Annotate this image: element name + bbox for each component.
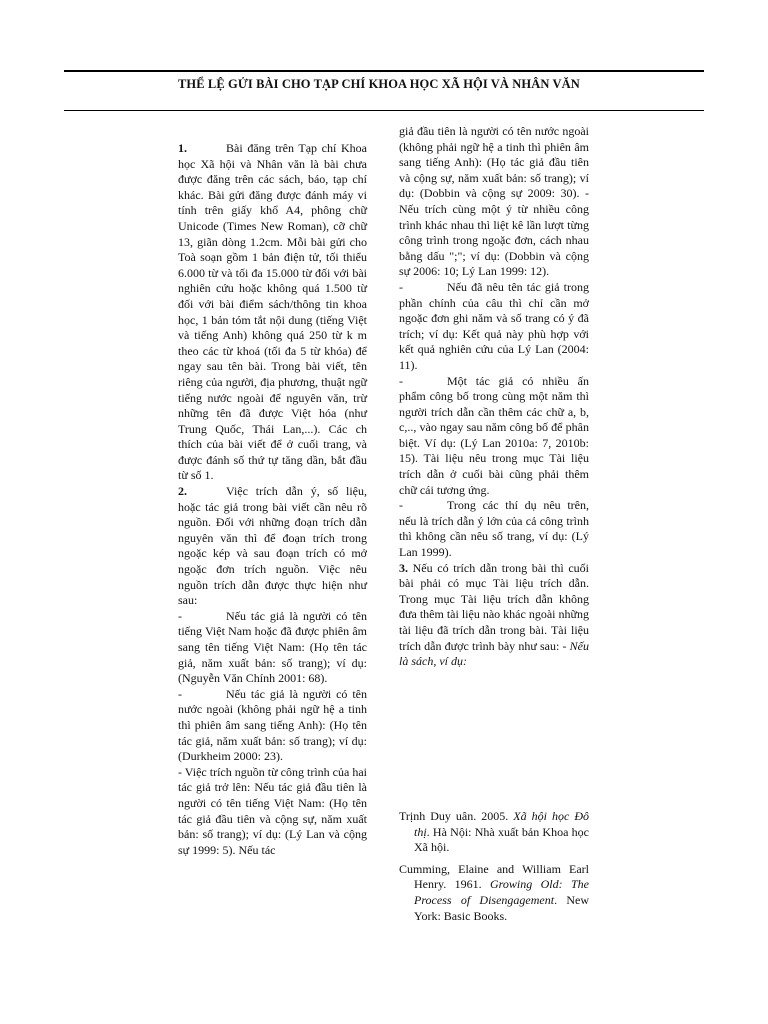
left-column [178,141,367,858]
bullet-item [178,687,367,765]
reference-lead: Trịnh Duy uân. 2005. [399,809,509,823]
paragraph-text: Nếu có trích dẫn trong bài thì cuối bài phải có mục Tài liệu trích dẫn. Trong mục Tài liệu trích dẫn không đưa thêm tài liệu nào khác ngoài những tài liệu đã trích dẫn trong bài. Tài liệu trích dẫn được trình bày như sau: - [399,560,590,653]
paragraph-text: Việc trích dẫn ý, số liệu, hoặc tác giả trong bài viết cần nêu rõ nguồn. Đối với những đoạn trích dẫn nguyên văn thì để đoạn trích trong ngoặc kép và sau đoạn trích có mở ngoặc đơn trích nguồn. Việc nêu nguồn trích dẫn được thực hiện như sau: [178,484,367,608]
bullet-text: Nếu tác giả là người có tên nước ngoài (không phải ngữ hệ a tinh thì phiên âm sang tiếng Anh): (Họ tên tác giả, năm xuất bản: số trang); ví dụ: (Durkheim 2000: 23). [178,686,367,764]
reference-item [399,862,589,924]
bottom-rule [64,110,704,111]
bullet-dash: - [178,608,182,623]
reference-title: Xã hội học Đô thị [414,809,589,839]
paragraph-number: 2. [178,484,187,499]
bullet-text: Nếu tác giả là người có tên tiếng Việt Nam hoặc đã được phiên âm sang tên tiếng Việt Nam: (Họ tên tác giả, năm xuất bản: số trang); ví dụ: (Nguyễn Văn Chính 2001: 68). [178,608,367,686]
bullet-dash: - [399,279,403,294]
reference-item [399,809,589,856]
bullet-text: Nếu đã nêu tên tác giả trong phần chính của câu thì chỉ cần mở ngoặc đơn ghi năm và số trang có ý đã trích; ví dụ: Kết quả này phù hợp với kết quả nghiên cứu của Lý Lan (2004: 11). [399,279,589,372]
paragraph-2 [178,484,367,609]
right-column [399,124,589,670]
bullet-item [399,280,589,374]
bullet-dash: - [399,498,403,513]
paragraph-text: Bài đăng trên Tạp chí Khoa học Xã hội và Nhân văn là bài chưa được đăng trên các sách, báo, tạp chí khác. Bài gửi đăng được đánh máy vi tính trên giấy khổ A4, phông chữ Unicode (Times New Roman), cỡ chữ 13, giãn dòng 1.2cm. Mỗi bài gửi cho Toà soạn gồm 1 bản điện tử, tối thiểu 6.000 từ và tối đa 15.000 từ đối với bài nghiên cứu hoặc không quá 1.500 từ đối với bài điểm sách/thông tin khoa học, 1 bản tóm tắt nội dung (tiếng Việt và tiếng Anh) không quá 250 từ k m theo các từ khoá (tối đa 5 từ khóa) để ngay sau tên bài. Trong bài viết, tên riêng của người, địa phương, thuật ngữ tiếng nước ngoài để nguyên văn, trừ những tên đã được Việt hóa (như Trung Quốc, Thái Lan,...). Các ch thích của bài viết để ở cuối trang, và được đánh số thứ tự tăng dần, bắt đầu từ số 1. [178,141,367,483]
top-rule [64,70,704,72]
bullet-item [399,374,589,499]
paragraph-italic: Nếu là sách, ví dụ: [399,638,590,669]
bullet-text: - Việc trích nguồn từ công trình của hai tác giả trở lên: Nếu tác giả đầu tiên là người có tên tiếng Việt Nam: (Họ tên tác giả đầu tiên và cộng sự, năm xuất bản: số trang); ví dụ: (Lý Lan và cộng sự 1999: 5). Nếu tác [178,764,367,857]
paragraph-number: 1. [178,141,187,155]
bullet-item [178,609,367,687]
bullet-dash: - [178,686,182,701]
page-title: THỂ LỆ GỬI BÀI CHO TẠP CHÍ KHOA HỌC XÃ HỘI VÀ NHÂN VĂN [178,77,580,91]
bullet-item [399,498,589,560]
bullet-text: Trong các thí dụ nêu trên, nếu là trích dẫn ý lớn của cả công trình thì không cần nêu số trang, ví dụ: (Lý Lan 1999). [399,498,589,560]
reference-tail: . Hà Nội: Nhà xuất bản Khoa học Xã hội. [414,824,589,855]
bullet-text: Một tác giả có nhiều ấn phẩm công bố trong cùng một năm thì người trích dẫn cần thêm các chữ a, b, c,.., vào ngay sau năm công bố để phân biệt. Ví dụ: (Lý Lan 2010a: 7, 2010b: 15). Tài liệu nêu trong mục Tài liệu trích dẫn ở cuối bài cũng phải thêm chữ cái tương ứng. [399,373,589,497]
reference-title: Growing Old: The Process of Disengagement [414,877,589,907]
reference-lead: Cumming, Elaine and William Earl Henry. 1961. [399,861,589,892]
paragraph-number: 3. [399,560,408,575]
paragraph-3 [399,561,589,670]
reference-tail: . New York: Basic Books. [414,892,589,923]
paragraph-1 [178,141,367,484]
reference-list [399,809,589,930]
bullet-item [178,765,367,859]
continued-text: giả đầu tiên là người có tên nước ngoài (không phải ngữ hệ a tinh thì phiên âm sang tiếng Anh): (Họ tác giả đầu tiên và cộng sự, năm xuất bản: số trang); ví dụ: (Dobbin và cộng sự 2009: 30). - Nếu trích cùng một ý từ nhiều công trình khác nhau thì liệt kê lần lượt từng công trình trong ngoặc đơn, cách nhau bằng dấu ";"; ví dụ: (Dobbin và cộng sự 2006: 10; Lý Lan 1999: 12). [399,124,589,279]
bullet-dash: - [399,373,403,388]
